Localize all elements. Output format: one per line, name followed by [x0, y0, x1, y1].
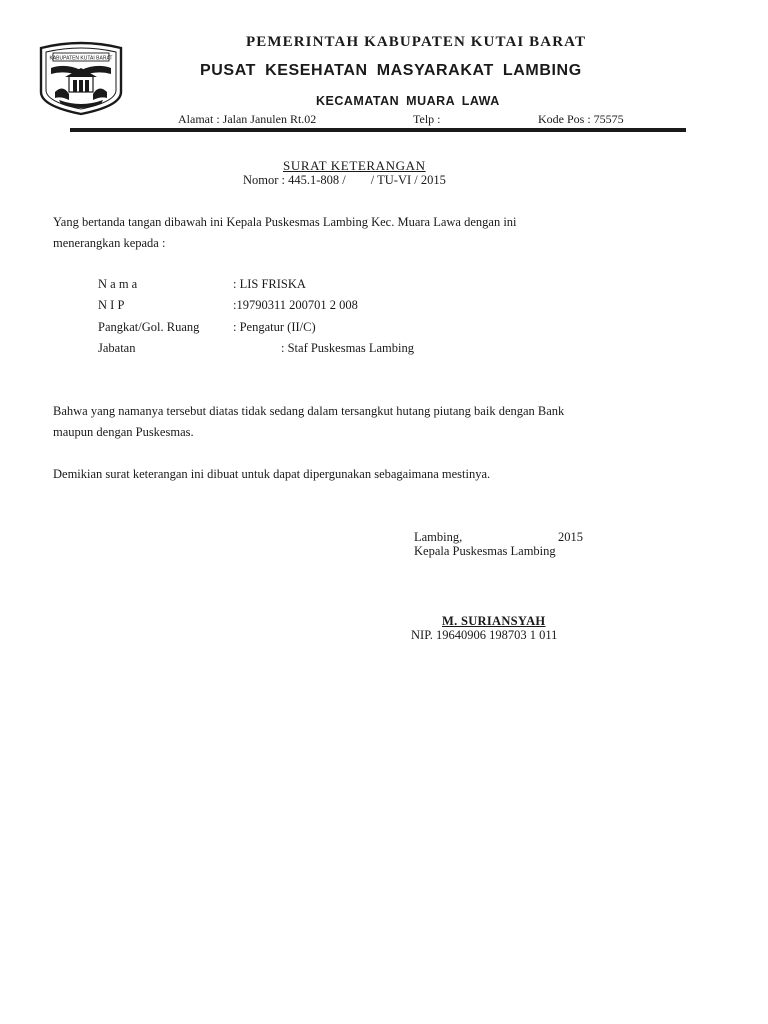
emblem-text: KABUPATEN KUTAI BARAT	[49, 55, 113, 62]
field-label-nip: N I P	[98, 298, 125, 312]
letterhead-phone: Telp :	[413, 112, 441, 126]
field-value-position: : Staf Puskesmas Lambing	[281, 341, 414, 355]
field-label-position: Jabatan	[98, 341, 136, 355]
letterhead-divider	[70, 128, 686, 132]
letterhead-address: Alamat : Jalan Janulen Rt.02	[178, 112, 317, 126]
closing-statement: Demikian surat keterangan ini dibuat untuk dapat dipergunakan sebagaimana mestinya.	[53, 467, 491, 481]
intro-line-1: Yang bertanda tangan dibawah ini Kepala Puskesmas Lambing Kec. Muara Lawa dengan ini	[53, 215, 517, 229]
field-label-name: N a m a	[98, 277, 138, 291]
letter-title: SURAT KETERANGAN	[283, 158, 426, 173]
letterhead-district: KECAMATAN MUARA LAWA	[316, 94, 500, 108]
signature-place: Lambing,	[414, 530, 463, 544]
signatory-nip: NIP. 19640906 198703 1 011	[411, 628, 558, 642]
field-value-name: : LIS FRISKA	[233, 277, 306, 291]
signatory-name: M. SURIANSYAH	[442, 614, 546, 628]
letterhead-postal-code: Kode Pos : 75575	[538, 112, 624, 126]
signature-year: 2015	[558, 530, 583, 544]
field-label-rank: Pangkat/Gol. Ruang	[98, 320, 200, 334]
field-value-nip: :19790311 200701 2 008	[233, 298, 358, 312]
body-line-2: maupun dengan Puskesmas.	[53, 425, 194, 439]
body-line-1: Bahwa yang namanya tersebut diatas tidak sedang dalam tersangkut hutang piutang baik dengan Bank	[53, 404, 565, 418]
letterhead-government: PEMERINTAH KABUPATEN KUTAI BARAT	[246, 34, 587, 50]
intro-line-2: menerangkan kepada :	[53, 236, 166, 250]
letterhead-puskesmas: PUSAT KESEHATAN MASYARAKAT LAMBING	[200, 62, 582, 79]
letter-number: Nomor : 445.1-808 / / TU-VI / 2015	[243, 173, 446, 187]
regency-emblem-logo	[35, 40, 127, 116]
field-value-rank: : Pengatur (II/C)	[233, 320, 316, 334]
signature-position: Kepala Puskesmas Lambing	[414, 544, 556, 558]
